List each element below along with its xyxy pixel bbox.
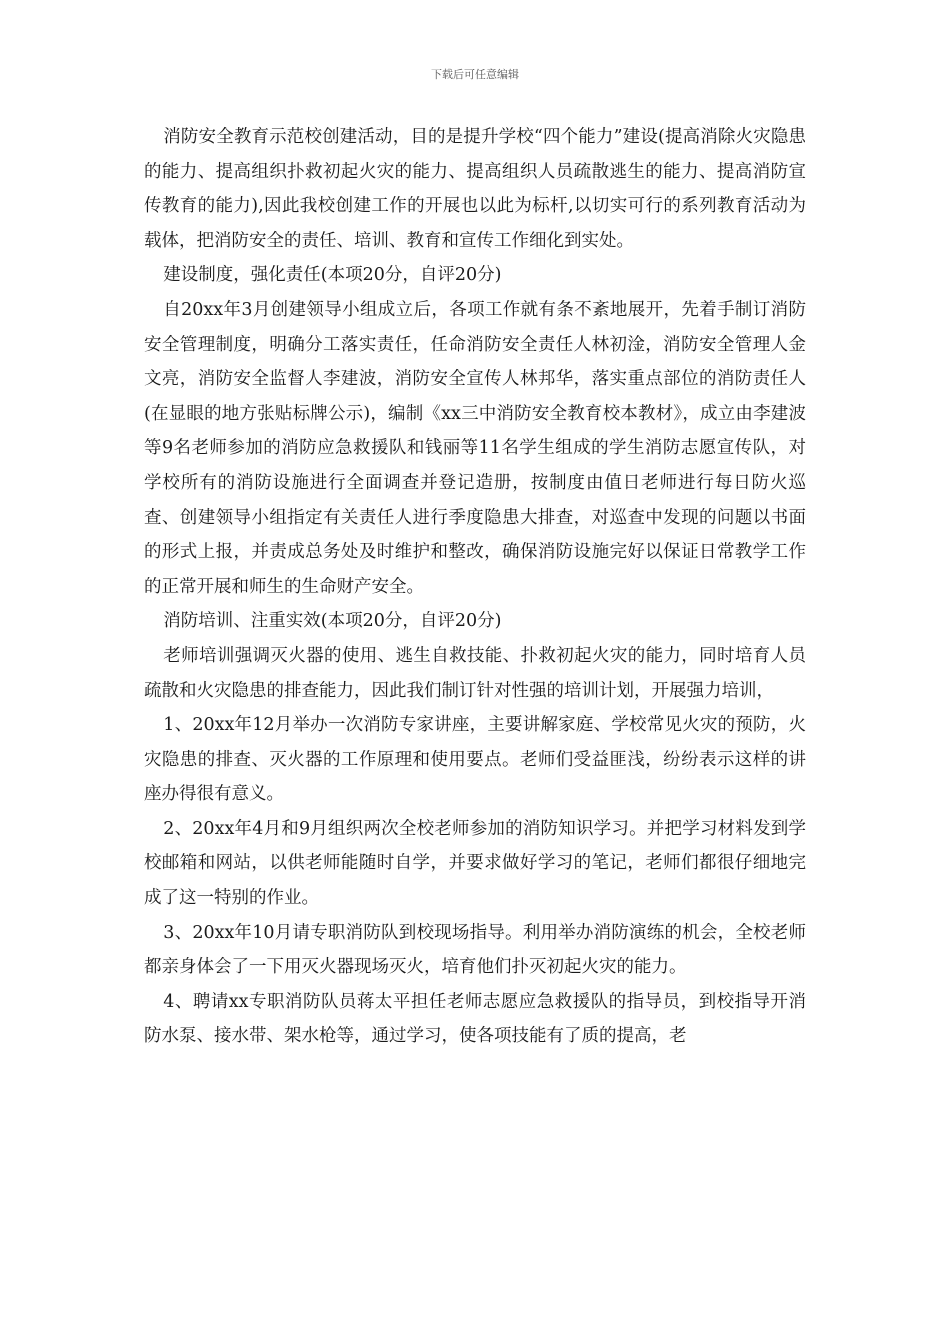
list-item-2: 2、20xx年4月和9月组织两次全校老师参加的消防知识学习。并把学习材料发到学校邮箱和网站，以供老师能随时自学，并要求做好学习的笔记，老师们都很仔细地完成了这一特别的作业。 bbox=[144, 818, 806, 909]
section-heading-training: 消防培训、注重实效(本项20分，自评20分) bbox=[163, 611, 502, 632]
paragraph-system: 自20xx年3月创建领导小组成立后，各项工作就有条不紊地展开，先着手制订消防安全管理制度，明确分工落实责任，任命消防安全责任人林初淦，消防安全管理人金文亮，消防安全监督人李建波，消防安全宣传人林邦华，落实重点部位的消防责任人(在显眼的地方张贴标牌公示)，编制《xx三中消防安全教育校本教材》，成立由李建波等9名老师参加的消防应急救援队和钱丽等11名学生组成的学生消防志愿宣传队，对学校所有的消防设施进行全面调查并登记造册，按制度由值日老师进行每日防火巡查、创建领导小组指定有关责任人进行季度隐患大排查，对巡查中发现的问题以书面的形式上报，并责成总务处及时维护和整改，确保消防设施完好以保证日常教学工作的正常开展和师生的生命财产安全。 bbox=[144, 299, 806, 597]
section-heading-system: 建设制度，强化责任(本项20分，自评20分) bbox=[163, 265, 502, 286]
paragraph-training: 老师培训强调灭火器的使用、逃生自救技能、扑救初起火灾的能力，同时培育人员疏散和火灾隐患的排查能力，因此我们制订针对性强的培训计划，开展强力培训， bbox=[144, 645, 806, 701]
paragraph-intro: 消防安全教育示范校创建活动，目的是提升学校“四个能力”建设(提高消除火灾隐患的能力、提高组织扑救初起火灾的能力、提高组织人员疏散逃生的能力、提高消防宣传教育的能力),因此我校创建工作的开展也以此为标杆,以切实可行的系列教育活动为载体，把消防安全的责任、培训、教育和宣传工作细化到实处。 bbox=[144, 127, 806, 251]
page-header: 下载后可任意编辑 bbox=[431, 68, 519, 81]
list-item-4: 4、聘请xx专职消防队员蒋太平担任老师志愿应急救援队的指导员，到校指导开消防水泵、接水带、架水枪等，通过学习，使各项技能有了质的提高，老 bbox=[144, 991, 806, 1047]
list-item-3: 3、20xx年10月请专职消防队到校现场指导。利用举办消防演练的机会，全校老师都亲身体会了一下用灭火器现场灭火，培育他们扑灭初起火灾的能力。 bbox=[144, 922, 806, 978]
list-item-1: 1、20xx年12月举办一次消防专家讲座，主要讲解家庭、学校常见火灾的预防，火灾隐患的排查、灭火器的工作原理和使用要点。老师们受益匪浅，纷纷表示这样的讲座办得很有意义。 bbox=[144, 715, 806, 805]
document-body bbox=[144, 120, 806, 1054]
